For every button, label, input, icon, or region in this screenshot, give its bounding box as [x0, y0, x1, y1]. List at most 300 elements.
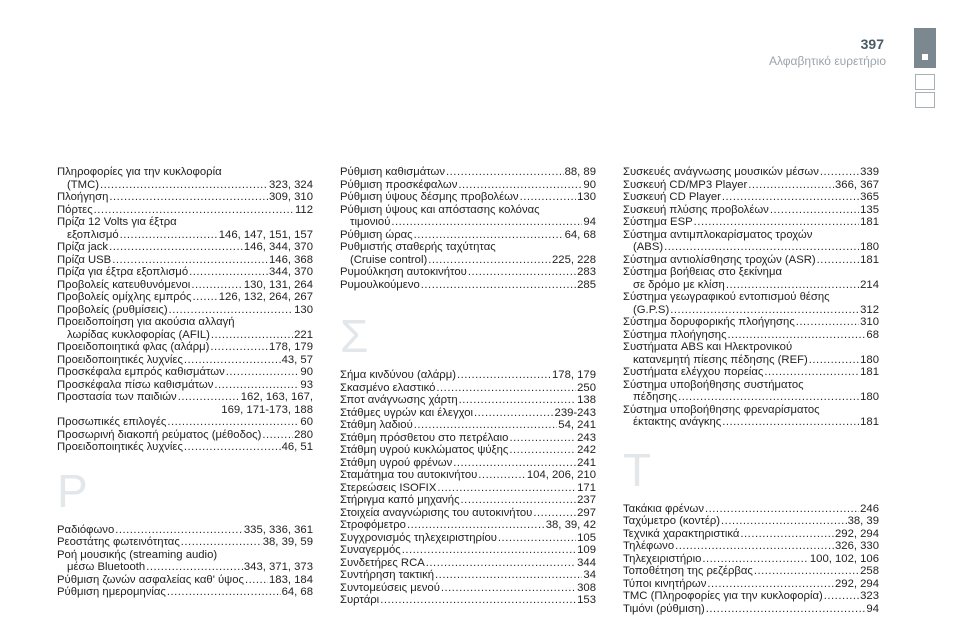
leader-dots — [533, 507, 576, 520]
index-entry-term: Τεχνικά χαρακτηριστικά — [623, 527, 740, 540]
index-entry-term: Στάθμη πρόσθετου στο πετρέλαιο — [340, 431, 509, 444]
index-entry — [57, 166, 313, 191]
index-entry-term: Στήριγμα καπό μηχανής — [340, 494, 460, 506]
leader-dots — [740, 528, 834, 541]
index-entry-term: Συναγερμός — [340, 544, 401, 556]
index-entry-pages: 90 — [583, 178, 596, 191]
index-entry — [340, 419, 596, 432]
leader-dots — [458, 179, 582, 192]
index-entry — [623, 379, 879, 404]
leader-dots — [436, 382, 576, 395]
index-entry-heading: Προειδοποίηση για ακούσια αλλαγή — [57, 316, 235, 328]
index-entry-term: Συνδετήρες RCA — [340, 556, 425, 569]
index-entry-pages: 181 — [860, 366, 879, 378]
index-entry-row — [623, 578, 879, 591]
leader-dots — [459, 394, 577, 407]
index-entry-pages: 344 — [577, 556, 596, 569]
index-entry-heading: Συστήματα ABS και Ηλεκτρονικού — [623, 341, 793, 353]
index-entry-row — [57, 304, 313, 317]
index-entry-term: σε δρόμο με κλίση — [633, 278, 725, 291]
index-entry-row — [57, 429, 313, 442]
leader-dots — [192, 291, 217, 304]
index-entry-row — [57, 266, 313, 279]
leader-dots — [457, 369, 551, 382]
index-entry-term: Συσκευή πλύσης προβολέων — [623, 203, 769, 216]
index-entry — [623, 216, 879, 229]
leader-dots — [707, 578, 834, 591]
index-entry-term: Σύστημα πλοήγησης — [623, 328, 727, 341]
index-entry-pages: 126, 132, 264, 267 — [218, 291, 313, 303]
index-entry-row — [340, 394, 596, 407]
index-entry-heading: Πληροφορίες για την κυκλοφορία — [57, 166, 222, 178]
index-entry-pages: 146, 147, 151, 157 — [218, 228, 313, 241]
index-entry-row — [623, 540, 879, 553]
leader-dots — [770, 204, 859, 217]
index-entry-term: κατανεμητή πίεσης πέδησης (REF) — [633, 353, 808, 366]
index-entry-pages: 43, 57 — [281, 353, 313, 366]
index-column-1 — [57, 166, 313, 599]
index-entry-row — [57, 279, 313, 292]
index-entry-heading: Σύστημα βοήθειας στο ξεκίνημα — [623, 266, 782, 278]
index-entry-row — [340, 216, 596, 229]
leader-dots — [115, 524, 243, 537]
leader-dots — [706, 603, 866, 616]
index-entry-pages: 283 — [577, 266, 596, 278]
index-entry — [340, 494, 596, 507]
leader-dots — [402, 544, 576, 557]
index-entry-term: Προβολείς ομίχλης εμπρός — [57, 291, 192, 303]
index-entry-term: Τηλεχειριστήριο — [623, 552, 702, 565]
index-entry-pages: 64, 68 — [281, 586, 313, 598]
leader-dots — [754, 565, 859, 578]
index-entry-pages: 326, 330 — [835, 540, 879, 552]
index-entry-term: Στροφόμετρο — [340, 519, 406, 531]
leader-dots — [721, 515, 847, 528]
leader-dots — [748, 179, 834, 192]
leader-dots — [428, 254, 551, 267]
index-entry-pages: 180 — [860, 353, 879, 366]
index-entry-row — [57, 191, 313, 204]
index-entry-term: Προβολείς κατευθυνόμενοι — [57, 278, 191, 291]
index-entry-row — [623, 366, 879, 379]
index-entry-term: Πλοήγηση — [57, 191, 109, 203]
index-entry-row — [57, 354, 313, 367]
leader-dots — [509, 444, 576, 457]
leader-dots — [181, 536, 262, 549]
index-entry-pages: 38, 39, 42 — [545, 519, 596, 531]
index-entry-pages: 241 — [577, 456, 596, 469]
index-entry — [623, 603, 879, 616]
index-entry-row — [623, 391, 879, 404]
index-entry-row — [57, 366, 313, 379]
index-entry-heading: Ρυθμιστής σταθερής ταχύτητας — [340, 241, 496, 253]
index-entry-term: Σύστημα δορυφορικής πλοήγησης — [623, 316, 795, 328]
index-entry-term: Προειδοποιητικές λυχνίες — [57, 441, 183, 453]
index-entry-pages: 153 — [577, 594, 596, 606]
index-entry-pages: 181 — [860, 416, 879, 428]
index-entry-row — [623, 590, 879, 603]
index-entry-row — [623, 603, 879, 616]
index-entry-term: Πρίζα USB — [57, 253, 112, 266]
index-entry-row — [340, 582, 596, 595]
leader-dots — [722, 416, 859, 429]
leader-dots — [169, 304, 294, 317]
leader-dots — [705, 503, 859, 516]
index-entry-term: Προβολείς (ρυθμίσεις) — [57, 303, 168, 316]
index-entry — [340, 582, 596, 595]
index-entry-term: Συσκευές ανάγνωσης μουσικών μέσων — [623, 166, 819, 178]
index-entry-term: Ρυμουλκούμενο — [340, 278, 420, 291]
leader-dots — [453, 457, 576, 470]
letter-heading-sigma: Σ — [340, 310, 369, 362]
index-entry — [57, 549, 313, 574]
index-entry-pages: 323 — [860, 590, 879, 602]
leader-dots — [211, 329, 293, 342]
index-entry-pages: 34 — [583, 569, 596, 581]
index-entry-heading: Πρίζα 12 Volts για έξτρα — [57, 216, 177, 228]
index-entry — [57, 586, 313, 599]
index-entry — [623, 266, 879, 291]
leader-dots — [167, 416, 299, 429]
group-tau — [623, 503, 879, 616]
index-entry-pages: 88, 89 — [564, 166, 596, 178]
index-entry-term: Στάθμη υγρού κυκλώματος ψύξης — [340, 444, 509, 456]
index-entry-pages: 64, 68 — [564, 228, 596, 241]
index-entry-row — [340, 266, 596, 279]
index-entry-row — [340, 419, 596, 432]
leader-dots — [210, 341, 268, 354]
index-entry — [340, 241, 596, 266]
leader-dots — [520, 191, 577, 204]
index-entry-row — [57, 536, 313, 549]
leader-dots — [441, 582, 576, 595]
index-entry-term: Συντομεύσεις μενού — [340, 581, 440, 594]
index-entry — [340, 179, 596, 192]
leader-dots — [109, 191, 268, 204]
leader-dots — [414, 419, 558, 432]
index-entry-term: πέδησης — [633, 391, 678, 403]
index-entry — [57, 191, 313, 204]
leader-dots — [391, 216, 582, 229]
index-entry-row — [340, 494, 596, 507]
index-entry-row — [57, 291, 313, 304]
index-entry — [57, 441, 313, 454]
index-entry-row — [623, 316, 879, 329]
index-entry-row — [340, 557, 596, 570]
index-entry-term: Πόρτες — [57, 203, 93, 216]
index-entry — [623, 404, 879, 429]
index-entry-pages: 239-243 — [554, 406, 596, 419]
index-entry-row — [623, 553, 879, 566]
index-entry-row — [623, 191, 879, 204]
index-entry-row — [57, 391, 313, 404]
index-entry-row — [340, 407, 596, 420]
index-entry-row — [623, 515, 879, 528]
leader-dots — [94, 204, 294, 217]
letter-heading-tau: T — [623, 443, 652, 496]
index-entry-pages: 246 — [860, 502, 879, 515]
leader-dots — [226, 366, 300, 379]
leader-dots — [167, 586, 281, 599]
index-entry-row — [57, 241, 313, 254]
index-entry — [623, 179, 879, 192]
index-entry-pages: 105 — [577, 531, 596, 544]
leader-dots — [509, 432, 576, 445]
leader-dots — [824, 590, 859, 603]
index-entry — [57, 416, 313, 429]
index-entry — [57, 536, 313, 549]
leader-dots — [437, 482, 576, 495]
page-number: 397 — [860, 36, 884, 52]
index-entry-term: Ρύθμιση ώρας — [340, 228, 413, 241]
leader-dots — [728, 329, 866, 342]
index-entry-pages: 344, 370 — [269, 266, 313, 278]
leader-dots — [474, 407, 554, 420]
index-entry-pages: 146, 368 — [269, 253, 313, 266]
leader-dots — [675, 540, 834, 553]
index-entry-term: Τύποι κινητήρων — [623, 577, 707, 590]
index-entry — [57, 316, 313, 341]
index-entry-row — [623, 204, 879, 217]
leader-dots — [184, 354, 281, 367]
index-entry — [57, 524, 313, 537]
index-entry-row — [623, 216, 879, 229]
index-entry-pages: 38, 39, 59 — [262, 536, 313, 548]
leader-dots — [498, 532, 576, 545]
index-entry-row — [57, 416, 313, 429]
index-entry-term: Στοιχεία αναγνώρισης του αυτοκινήτου — [340, 506, 533, 519]
index-entry-row — [340, 179, 596, 192]
index-entry — [340, 469, 596, 482]
index-entry-pages: 178, 179 — [269, 341, 313, 353]
index-entry-row — [340, 569, 596, 582]
leader-dots — [796, 316, 859, 329]
index-entry — [340, 557, 596, 570]
index-entry-term: Πρίζα jack — [57, 241, 109, 253]
leader-dots — [702, 553, 809, 566]
index-entry-term: μέσω Bluetooth — [67, 561, 146, 573]
index-entry-pages: 94 — [583, 216, 596, 228]
leader-dots — [112, 254, 268, 267]
leader-dots — [461, 494, 577, 507]
index-entry-term: τιμονιού — [350, 216, 391, 228]
index-entry-term: Σύστημα αντιολίσθησης τροχών (ASR) — [623, 253, 816, 266]
index-entry — [340, 569, 596, 582]
index-entry — [57, 391, 313, 416]
index-entry-pages: 68 — [866, 328, 879, 341]
index-entry-term: Στάθμες υγρών και έλεγχοι — [340, 406, 474, 419]
index-entry-pages: 93 — [300, 378, 313, 391]
index-entry — [57, 574, 313, 587]
index-entry-row — [57, 524, 313, 537]
index-entry-term: Προσωπικές επιλογές — [57, 416, 167, 428]
index-entry-heading: Ρύθμιση ύψους και απόστασης κολόνας — [340, 203, 540, 216]
index-entry-pages: 60 — [300, 416, 313, 428]
leader-dots — [100, 179, 268, 192]
index-entry-term: Ρύθμιση προσκέφαλων — [340, 178, 458, 191]
index-entry — [57, 341, 313, 354]
leader-dots — [468, 266, 576, 279]
index-entry-pages: 38, 39 — [847, 515, 879, 527]
index-entry-row — [57, 379, 313, 392]
index-entry-heading: Σύστημα υποβοήθησης συστήματος — [623, 378, 804, 391]
index-entry — [340, 482, 596, 495]
index-entry — [57, 304, 313, 317]
leader-dots — [426, 557, 576, 570]
leader-dots — [380, 594, 576, 607]
leader-dots — [262, 429, 293, 442]
index-entry-row — [57, 229, 313, 242]
leader-dots — [178, 391, 240, 404]
index-entry-term: Ταχύμετρο (κοντέρ) — [623, 515, 721, 527]
index-entry — [623, 316, 879, 329]
index-entry-row — [623, 565, 879, 578]
chapter-tab — [915, 92, 935, 108]
index-entry-term: Προειδοποιητικά φλας (αλάρμ) — [57, 341, 210, 353]
chapter-tab — [915, 74, 935, 90]
index-entry-pages: 180 — [860, 391, 879, 403]
index-entry — [57, 291, 313, 304]
index-entry-pages: 343, 371, 373 — [243, 561, 313, 573]
index-entry-row — [623, 329, 879, 342]
tab-marker-icon — [922, 54, 928, 60]
index-entry-pages: 130 — [294, 303, 313, 316]
index-entry-term: έκτακτης ανάγκης — [633, 416, 722, 428]
index-entry-pages: 181 — [860, 216, 879, 228]
index-entry-term: Πρίζα για έξτρα εξοπλισμό — [57, 266, 189, 278]
index-entry-pages: 323, 324 — [269, 178, 313, 191]
leader-dots — [184, 441, 281, 454]
index-entry — [623, 578, 879, 591]
index-entry-term: Ρύθμιση καθισμάτων — [340, 166, 446, 178]
index-entry-pages: 365 — [860, 191, 879, 203]
index-entry-row — [623, 528, 879, 541]
index-entry-pages: 292, 294 — [835, 577, 879, 590]
index-entry-row — [57, 441, 313, 454]
index-entry — [57, 254, 313, 267]
index-entry-row — [340, 469, 596, 482]
index-entry-row — [57, 179, 313, 192]
index-entry — [623, 565, 879, 578]
leader-dots — [478, 469, 526, 482]
index-entry-row — [57, 561, 313, 574]
index-entry — [340, 507, 596, 520]
leader-dots — [722, 191, 859, 204]
index-entry-row — [340, 519, 596, 532]
section-title: Αλφαβητικό ευρετήριο — [768, 54, 886, 68]
index-entry-pages: 181 — [860, 253, 879, 266]
index-entry — [57, 379, 313, 392]
index-entry-term: (TMC) — [67, 178, 99, 191]
index-entry — [623, 291, 879, 316]
index-entry-term: Στερεώσεις ISOFIX — [340, 481, 437, 494]
leader-dots — [414, 229, 564, 242]
index-entry — [57, 429, 313, 442]
index-entry — [340, 369, 596, 382]
leader-dots — [820, 166, 859, 179]
index-entry-pages: 237 — [577, 494, 596, 506]
index-entry-row — [623, 166, 879, 179]
index-entry-pages: 54, 241 — [558, 419, 596, 431]
index-entry-term: Προειδοποιητικές λυχνίες — [57, 353, 183, 366]
index-entry-pages: 178, 179 — [552, 369, 596, 381]
group-sigma — [340, 369, 596, 607]
index-entry — [57, 216, 313, 241]
index-entry-pages: 280 — [294, 428, 313, 441]
index-entry-pages: 335, 336, 361 — [243, 523, 313, 536]
index-entry — [57, 366, 313, 379]
leader-dots — [214, 379, 299, 392]
index-entry-pages: 146, 344, 370 — [243, 241, 313, 253]
index-entry-term: εξοπλισμό — [67, 228, 119, 241]
index-entry-row — [57, 574, 313, 587]
index-entry — [623, 329, 879, 342]
index-entry-heading: Σύστημα αντιμπλοκαρίσματος τροχών — [623, 228, 813, 241]
index-entry — [340, 519, 596, 532]
index-entry-term: Ρύθμιση ημερομηνίας — [57, 586, 166, 598]
index-entry — [623, 553, 879, 566]
index-entry-term: Τηλέφωνο — [623, 540, 675, 552]
index-entry-row — [57, 341, 313, 354]
index-entry-heading: Σύστημα γεωγραφικού εντοπισμού θέσης — [623, 291, 830, 303]
index-entry — [340, 166, 596, 179]
index-entry-pages: 135 — [860, 203, 879, 216]
index-entry-term: Ρυμούλκηση αυτοκινήτου — [340, 266, 467, 278]
index-entry-pages: 292, 294 — [835, 527, 879, 540]
index-entry-term: Σποτ ανάγνωσης χάρτη — [340, 394, 458, 406]
leader-dots — [664, 241, 859, 254]
leader-dots — [726, 279, 859, 292]
index-entry-row — [623, 354, 879, 367]
index-entry-pages: 90 — [300, 366, 313, 378]
index-entry-row — [340, 532, 596, 545]
index-entry — [340, 191, 596, 204]
index-entry-term: Σήμα κινδύνου (αλάρμ) — [340, 369, 456, 381]
index-entry-pages: 180 — [860, 241, 879, 253]
leader-dots — [817, 254, 859, 267]
index-entry-pages: 162, 163, 167, — [240, 391, 313, 403]
leader-dots — [809, 354, 859, 367]
index-entry-pages: 225, 228 — [552, 253, 596, 266]
index-entry-term: Ρεοστάτης φωτεινότητας — [57, 536, 180, 548]
index-entry-term: Προσκέφαλα πίσω καθισμάτων — [57, 378, 214, 391]
index-entry — [623, 341, 879, 366]
index-entry-pages: 183, 184 — [269, 573, 313, 586]
leader-dots — [109, 241, 243, 254]
index-entry — [57, 241, 313, 254]
index-entry-pages: 339 — [860, 166, 879, 178]
index-entry-pages-cont: 169, 171-173, 188 — [221, 403, 313, 416]
group-rho-cont — [340, 166, 596, 291]
leader-dots — [694, 216, 859, 229]
index-entry — [623, 540, 879, 553]
leader-dots — [189, 266, 268, 279]
index-entry-row — [623, 416, 879, 429]
index-entry-term: (Cruise control) — [350, 253, 428, 266]
index-entry-row — [340, 369, 596, 382]
index-entry-term: (G.P.S) — [633, 303, 670, 316]
leader-dots — [421, 279, 576, 292]
index-entry-term: Συγχρονισμός τηλεχειριστηρίου — [340, 531, 497, 544]
index-entry-row — [340, 382, 596, 395]
index-entry-row — [340, 482, 596, 495]
index-entry — [340, 394, 596, 407]
index-entry-term: Τιμόνι (ρύθμιση) — [623, 602, 705, 615]
index-entry-pages: 100, 102, 106 — [809, 552, 879, 565]
index-entry-term: Ρύθμιση ζωνών ασφαλείας καθ' ύψος — [57, 573, 244, 586]
index-entry-pages: 112 — [294, 203, 313, 216]
index-entry-pages: 94 — [866, 602, 879, 615]
